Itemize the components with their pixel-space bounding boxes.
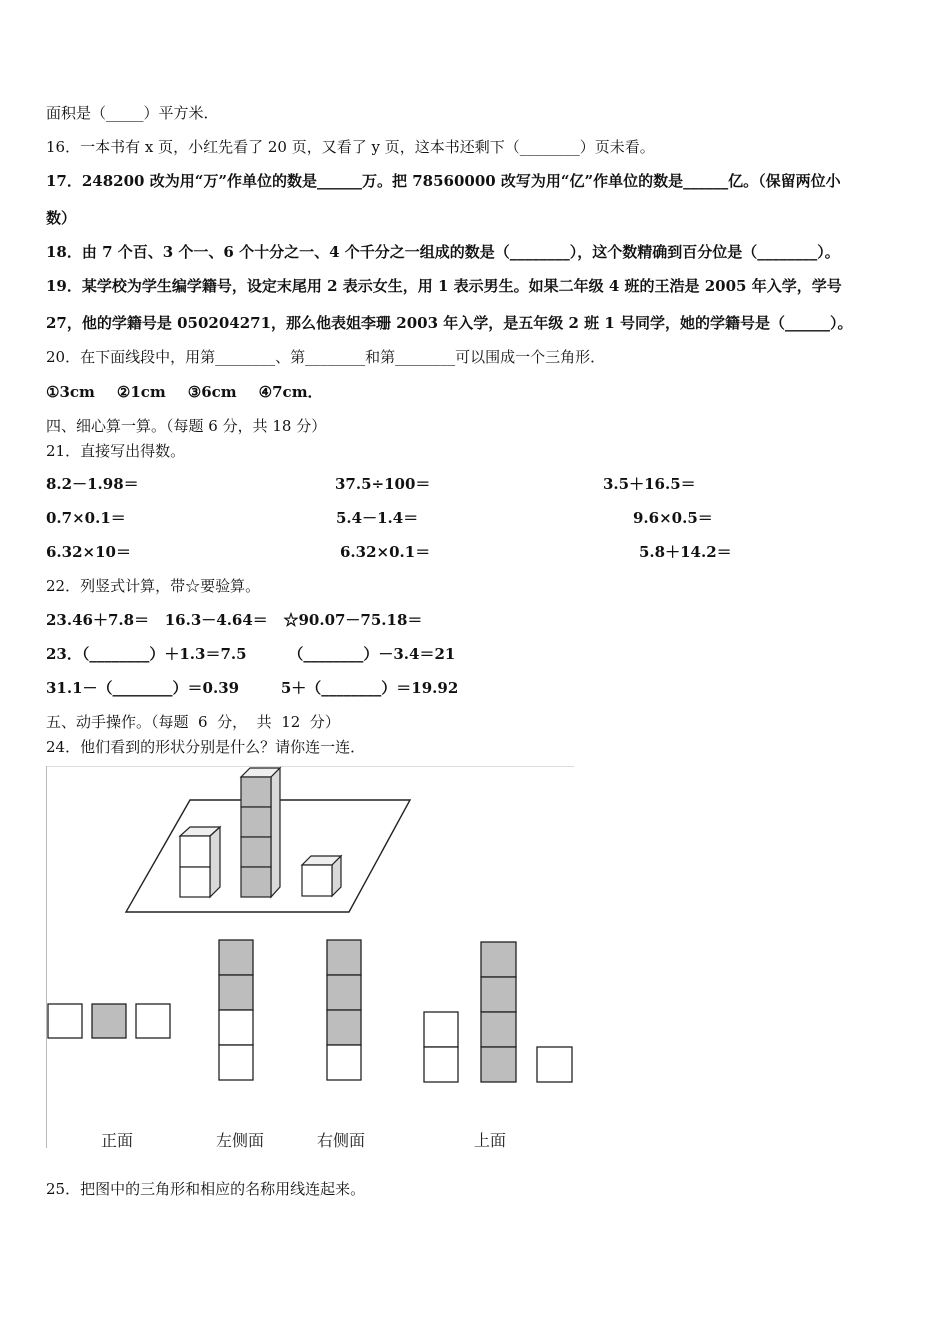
q23-line1: 23．（________）＋1.3＝7.5 （________）－3.4＝21 <box>46 645 456 663</box>
calc-2-2: 5.4－1.4＝ <box>336 509 419 527</box>
q20: 20．在下面线段中，用第________、第________和第________可以围成一个三角形． <box>46 348 606 366</box>
q17-line1: 17．248200 改为用“万”作单位的数是______万。把 78560000 改写为用“亿”作单位的数是______亿。（保留两位小 <box>46 172 841 190</box>
q17-line2: 数） <box>46 209 77 227</box>
calc-3-2: 6.32×0.1＝ <box>340 543 431 561</box>
option-3: ③6cm <box>187 383 237 401</box>
label-top: 上面 <box>474 1131 507 1150</box>
option-4: ④7cm． <box>258 383 323 401</box>
q22: 22．列竖式计算，带☆要验算。 <box>46 577 261 595</box>
calc-3-3: 5.8＋14.2＝ <box>639 543 732 561</box>
calc-1-2: 37.5÷100＝ <box>335 475 431 493</box>
view-option-column-b <box>219 940 253 1080</box>
q21: 21．直接写出得数。 <box>46 442 186 460</box>
q19-line2: 27，他的学籍号是 050204271，那么他表姐李珊 2003 年入学，是五年级 2 班 1 号同学，她的学籍号是（______）。 <box>46 314 853 332</box>
label-left-side: 左侧面 <box>216 1131 265 1150</box>
section-4-heading: 四、细心算一算。（每题 6 分，共 18 分） <box>46 417 327 435</box>
q19-line1: 19．某学校为学生编学籍号，设定末尾用 2 表示女生，用 1 表示男生。如果二年级 4 班的王浩是 2005 年入学，学号 <box>46 277 842 295</box>
q20-options <box>46 382 345 402</box>
q23-line2: 31.1－（________）＝0.39 5＋（________）＝19.92 <box>46 679 459 697</box>
calc-1-1: 8.2－1.98＝ <box>46 475 139 493</box>
label-right-side: 右侧面 <box>317 1131 366 1150</box>
option-2: ②1cm <box>116 383 166 401</box>
view-option-column-c <box>327 940 361 1080</box>
calc-3-1: 6.32×10＝ <box>46 543 131 561</box>
view-option-row <box>48 1004 170 1038</box>
calc-1-3: 3.5＋16.5＝ <box>603 475 696 493</box>
cube-stack-left <box>180 827 220 897</box>
q24: 24．他们看到的形状分别是什么？请你连一连． <box>46 738 366 756</box>
cube-single-right <box>302 856 341 896</box>
label-front: 正面 <box>101 1131 134 1150</box>
view-option-mixed <box>424 942 572 1082</box>
q18: 18．由 7 个百、3 个一、6 个十分之一、4 个千分之一组成的数是（________），这个数精确到百分位是（________）。 <box>46 243 840 261</box>
section-5-heading: 五、动手操作。（每题 6 分， 共 12 分） <box>46 713 340 731</box>
q22-items: 23.46＋7.8＝ 16.3－4.64＝ ☆90.07－75.18＝ <box>46 611 423 629</box>
option-1: ①3cm <box>46 383 95 401</box>
q15-tail: 面积是（_____）平方米． <box>46 104 219 122</box>
cube-views-figure <box>46 766 576 1151</box>
calc-2-3: 9.6×0.5＝ <box>633 509 713 527</box>
q16: 16．一本书有 x 页，小红先看了 20 页，又看了 y 页，这本书还剩下（________）页未看。 <box>46 138 655 156</box>
calc-2-1: 0.7×0.1＝ <box>46 509 126 527</box>
cube-stack-tall <box>241 768 280 897</box>
q25: 25．把图中的三角形和相应的名称用线连起来。 <box>46 1180 366 1198</box>
